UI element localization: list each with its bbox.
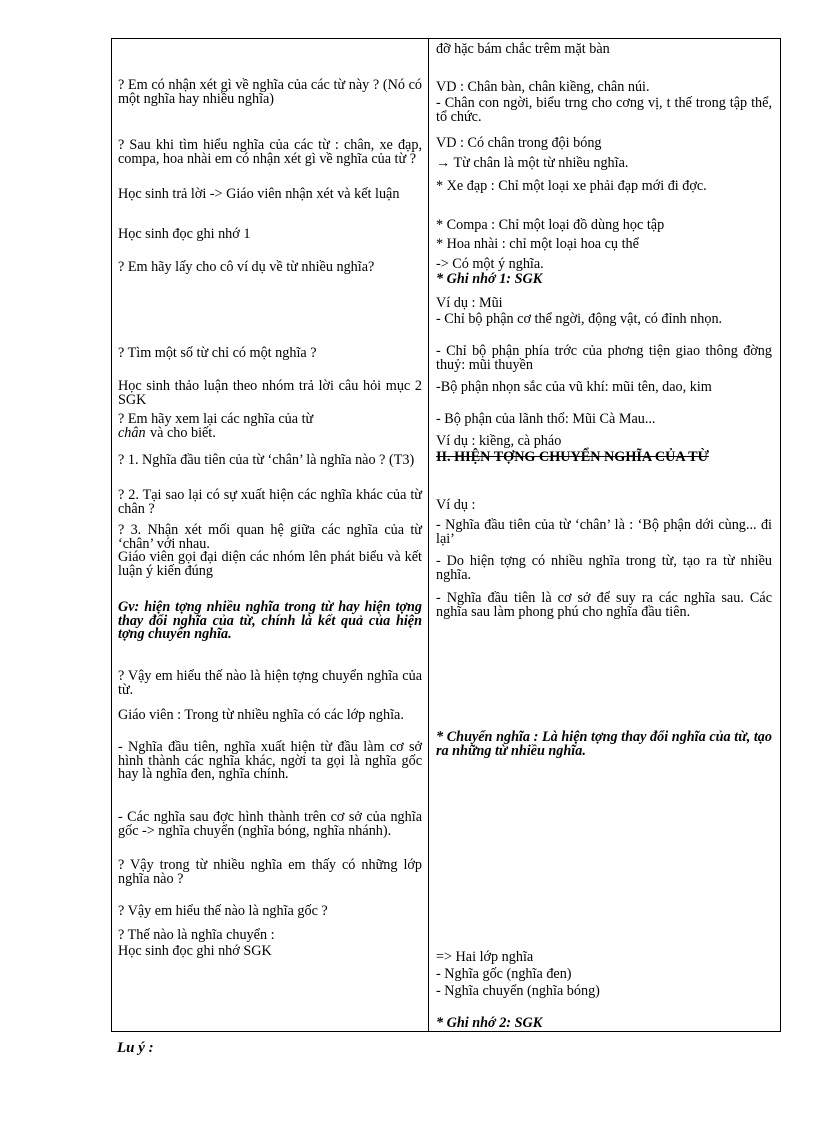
- left-paragraph: - Nghĩa đầu tiên, nghĩa xuất hiện từ đầu làm cơ sở hình thành các nghĩa khác, ngời ta gọi là nghĩa gốc hay là nghĩa đen, nghĩa chính.: [118, 739, 422, 783]
- right-paragraph: Ví dụ : Mũi: [436, 295, 503, 311]
- right-paragraph: VD : Chân bàn, chân kiềng, chân núi.: [436, 79, 650, 95]
- right-paragraph: * Ghi nhớ 1: SGK: [436, 271, 543, 287]
- right-paragraph: - Chỉ bộ phận phía trớc của phơng tiện giao thông đờng thuỷ: mũi thuyền: [436, 343, 772, 373]
- left-paragraph: ? Vậy em hiểu thế nào là nghĩa gốc ?: [118, 903, 328, 919]
- right-paragraph: VD : Có chân trong đội bóng: [436, 135, 602, 151]
- right-paragraph: - Chỉ bộ phận cơ thể ngời, động vật, có đỉnh nhọn.: [436, 311, 723, 327]
- right-paragraph: đỡ hặc bám chắc trêm mặt bàn: [436, 41, 610, 57]
- footer-note: Lu ý :: [117, 1040, 154, 1056]
- left-paragraph: ? 2. Tại sao lại có sự xuất hiện các nghĩa khác của từ chân ?: [118, 487, 422, 517]
- left-paragraph: ? 3. Nhận xét mối quan hệ giữa các nghĩa của từ ‘chân’ với nhau.: [118, 522, 422, 552]
- right-paragraph: - Nghĩa chuyển (nghĩa bóng): [436, 983, 600, 999]
- left-paragraph: Học sinh đọc ghi nhớ 1: [118, 226, 251, 242]
- right-paragraph: * Chuyển nghĩa : Là hiện tợng thay đổi nghĩa của từ, tạo ra những từ nhiều nghĩa.: [436, 729, 772, 759]
- right-paragraph: * Ghi nhớ 2: SGK: [436, 1015, 543, 1031]
- left-paragraph: - Các nghĩa sau đợc hình thành trên cơ sở của nghĩa gốc -> nghĩa chuyển (nghĩa bóng, nghĩa nhánh).: [118, 809, 422, 839]
- right-paragraph: -Bộ phận nhọn sắc của vũ khí: mũi tên, dao, kim: [436, 379, 712, 395]
- lesson-table: [111, 38, 781, 1032]
- left-paragraph: ? Sau khi tìm hiểu nghĩa của các từ : chân, xe đạp, compa, hoa nhài em có nhận xét gì về nghĩa của từ ?: [118, 137, 422, 167]
- left-paragraph: Học sinh trả lời -> Giáo viên nhận xét và kết luận: [118, 186, 400, 202]
- right-paragraph: → Từ chân là một từ nhiều nghĩa.: [436, 155, 629, 171]
- left-paragraph: ? Em có nhận xét gì về nghĩa của các từ này ? (Nó có một nghĩa hay nhiều nghĩa): [118, 77, 422, 107]
- right-paragraph: * Hoa nhài : chỉ một loại hoa cụ thể: [436, 236, 639, 252]
- right-paragraph: - Do hiện tợng có nhiều nghĩa trong từ, tạo ra từ nhiều nghĩa.: [436, 553, 772, 583]
- right-paragraph: - Bộ phận của lãnh thổ: Mũi Cà Mau...: [436, 411, 656, 427]
- left-paragraph: Gv: hiện tợng nhiều nghĩa trong từ hay hiện tợng thay đổi nghĩa của từ, chính là kết quả của hiện tợng chuyển nghĩa.: [118, 599, 422, 643]
- left-paragraph: Học sinh thảo luận theo nhóm trả lời câu hỏi mục 2 SGK: [118, 378, 422, 408]
- right-paragraph: => Hai lớp nghĩa: [436, 949, 534, 965]
- left-paragraph: ? Vậy trong từ nhiều nghĩa em thấy có những lớp nghĩa nào ?: [118, 857, 422, 887]
- right-paragraph: * Xe đạp : Chỉ một loại xe phải đạp mới đi đợc.: [436, 178, 707, 194]
- right-paragraph: - Nghĩa gốc (nghĩa đen): [436, 966, 572, 982]
- right-paragraph: Ví dụ :: [436, 497, 476, 513]
- left-paragraph: ? Tìm một số từ chỉ có một nghĩa ?: [118, 345, 317, 361]
- left-paragraph: ? Em hãy xem lại các nghĩa của từ: [118, 411, 314, 427]
- right-paragraph: -> Có một ý nghĩa.: [436, 256, 544, 272]
- left-paragraph: ? 1. Nghĩa đầu tiên của từ ‘chân’ là nghĩa nào ? (T3): [118, 452, 415, 468]
- left-paragraph: Giáo viên gọi đại diện các nhóm lên phát biểu và kết luận ý kiến đúng: [118, 549, 422, 579]
- right-paragraph: - Nghĩa đầu tiên là cơ sở để suy ra các nghĩa sau. Các nghĩa sau làm phong phú cho nghĩa đầu tiên.: [436, 590, 772, 620]
- left-paragraph: ? Vậy em hiểu thế nào là hiện tợng chuyển nghĩa của từ.: [118, 668, 422, 698]
- column-divider: [428, 39, 429, 1031]
- left-paragraph: ? Em hãy lấy cho cô ví dụ về từ nhiều nghĩa?: [118, 259, 375, 275]
- right-paragraph: Ví dụ : kiềng, cà pháo: [436, 433, 562, 449]
- right-paragraph: II. HIỆN TỢNG CHUYỂN NGHĨA CỦA TỪ: [436, 449, 709, 465]
- left-paragraph: chân: [118, 425, 146, 441]
- left-paragraph: ? Thế nào là nghĩa chuyển :: [118, 927, 275, 943]
- right-paragraph: - Chân con ngời, biểu trng cho cơng vị, t thế trong tập thể, tổ chức.: [436, 95, 772, 125]
- right-paragraph: - Nghĩa đầu tiên của từ ‘chân’ là : ‘Bộ phận dới cùng... đi lại’: [436, 517, 772, 547]
- left-paragraph: Học sinh đọc ghi nhớ SGK: [118, 943, 272, 959]
- left-paragraph: Giáo viên : Trong từ nhiều nghĩa có các lớp nghĩa.: [118, 707, 404, 723]
- right-paragraph: * Compa : Chỉ một loại đồ dùng học tập: [436, 217, 665, 233]
- left-paragraph: và cho biết.: [150, 425, 216, 441]
